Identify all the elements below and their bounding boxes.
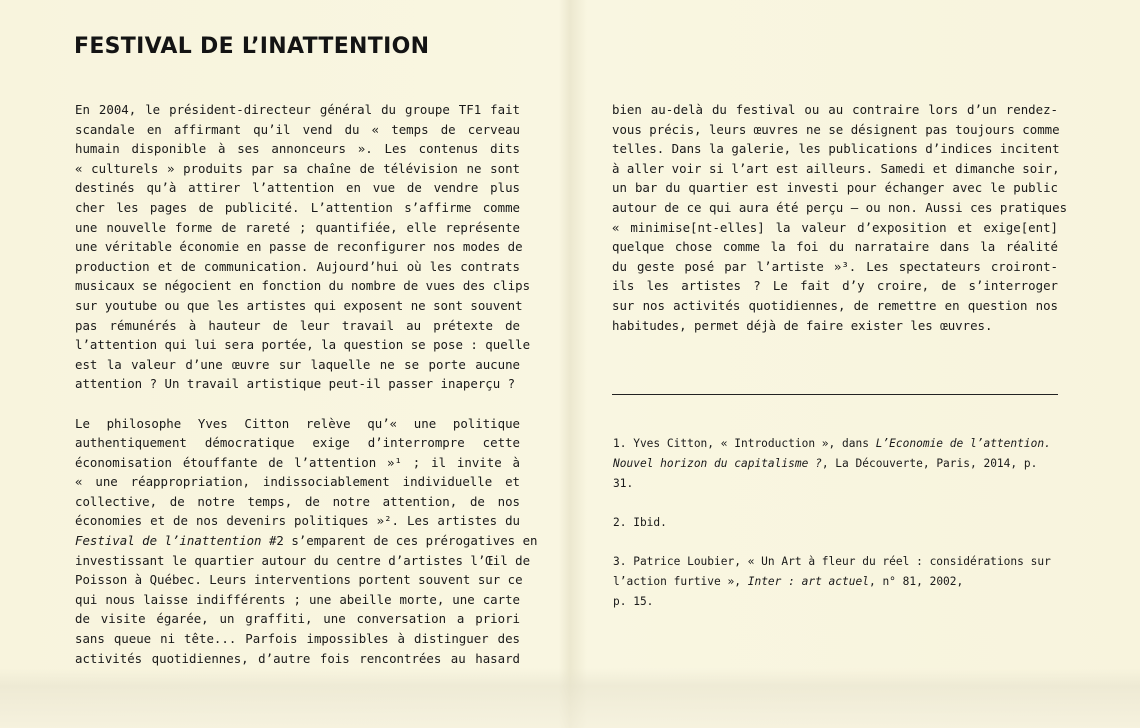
text-line: économies et de nos devenirs politiques »². Les artistes du: [75, 513, 520, 529]
text-line: destinés qu’à attirer l’attention en vue de vendre plus: [75, 180, 520, 196]
text-line: sans queue ni tête... Parfois impossibles à distinguer des: [75, 631, 520, 647]
text-line: telles. Dans la galerie, les publications d’indices incitent: [612, 141, 1060, 157]
text-line: à aller voir si l’art est ailleurs. Samedi et dimanche soir,: [612, 160, 1060, 176]
paragraph-1: [75, 100, 531, 394]
text-line: sur youtube ou que les artistes qui exposent ne sont souvent: [75, 297, 523, 313]
paragraph-2: [75, 414, 538, 669]
text-line: production et de communication. Aujourd’hui où les contrats: [75, 258, 520, 274]
text-line: économisation étouffante de l’attention »¹ ; il invite à: [75, 454, 520, 470]
text-fragment: #2 s’emparent de ces prérogatives en: [261, 533, 538, 549]
text-line: humain disponible à ses annonceurs ». Les contenus dits: [75, 141, 520, 157]
text-line: du geste posé par l’artiste »³. Les spectateurs croiront-: [612, 258, 1058, 274]
book-subtitle-italic: Nouvel horizon du capitalisme ?: [613, 457, 822, 470]
text-line: Le philosophe Yves Citton relève qu’« une politique: [75, 415, 520, 431]
text-line: ils les artistes ? Le fait d’y croire, de s’interroger: [612, 278, 1058, 294]
text-line: musicaux se négocient en fonction du nombre de vues des clips: [75, 278, 531, 294]
footnote-text: p. 15.: [613, 595, 654, 608]
footnote-divider: [612, 394, 1058, 395]
text-line: de visite égarée, un graffiti, une conversation a priori: [75, 611, 520, 627]
right-column: [612, 100, 1068, 335]
text-line: scandale en affirmant qu’il vend du « temps de cerveau: [75, 121, 520, 137]
text-line-with-italic-title: [75, 531, 538, 551]
footnote-text: 2. Ibid.: [613, 516, 667, 529]
text-line: « minimise[nt-elles] la valeur d’exposition et exige[ent]: [612, 219, 1058, 235]
text-line: « une réappropriation, indissociablement individuelle et: [75, 474, 520, 490]
footnote-1: [613, 434, 1059, 494]
text-line: En 2004, le président-directeur général du groupe TF1 fait: [75, 102, 520, 117]
text-line: vous précis, leurs œuvres ne se désignent pas toujours comme: [612, 121, 1060, 137]
footnotes: [613, 434, 1059, 631]
book-title-italic: L’Economie de l’attention.: [875, 437, 1051, 450]
footnote-2: [613, 513, 1059, 533]
footnote-3: [613, 552, 1059, 612]
text-line: activités quotidiennes, d’autre fois rencontrées au hasard: [75, 650, 520, 666]
left-column: [75, 100, 538, 668]
footnote-text: , La Découverte, Paris, 2014, p. 31.: [613, 457, 1038, 490]
festival-title-italic: Festival de l’inattention: [75, 533, 262, 549]
footnote-text: l’action furtive »,: [613, 575, 748, 588]
text-line: quelque chose comme la foi du narrataire dans la réalité: [612, 239, 1058, 255]
text-line: pas rémunérés à hauteur de leur travail au prétexte de: [75, 317, 520, 333]
text-line: attention ? Un travail artistique peut-il passer inaperçu ?: [75, 376, 516, 392]
text-line: une véritable économie en passe de reconfigurer nos modes de: [75, 239, 523, 255]
text-line: autour de ce qui aura été perçu – ou non. Aussi ces pratiques: [612, 199, 1068, 215]
text-line: qui nous laisse indifférents ; une abeille morte, une carte: [75, 591, 520, 607]
text-line: est la valeur d’une œuvre sur laquelle ne se porte aucune: [75, 356, 520, 372]
text-line: « culturels » produits par sa chaîne de télévision ne sont: [75, 160, 520, 176]
text-line: l’attention qui lui sera portée, la question se pose : quelle: [75, 337, 531, 353]
footnote-text: 3. Patrice Loubier, « Un Art à fleur du réel : considérations sur: [613, 555, 1051, 568]
journal-title-italic: Inter : art actuel: [747, 575, 869, 588]
paper-fold-shadow: [0, 668, 1140, 728]
footnote-text: 1. Yves Citton, « Introduction », dans: [613, 437, 876, 450]
text-line: une nouvelle forme de rareté ; quantifiée, elle représente: [75, 219, 520, 235]
page-title: FESTIVAL DE L’INATTENTION: [74, 34, 430, 59]
text-line: cher les pages de publicité. L’attention s’affirme comme: [75, 199, 520, 215]
text-line: Poisson à Québec. Leurs interventions portent souvent sur ce: [75, 572, 523, 588]
paragraph-3: [612, 100, 1068, 335]
text-line: un bar du quartier est investi pour échanger avec le public: [612, 180, 1058, 196]
text-line: collective, de notre temps, de notre attention, de nos: [75, 493, 520, 509]
text-line: habitudes, permet déjà de faire exister les œuvres.: [612, 317, 993, 333]
text-line: investissant le quartier autour du centre d’artistes l’Œil de: [75, 552, 531, 568]
text-line: authentiquement démocratique exige d’interrompre cette: [75, 435, 520, 451]
footnote-text: , n° 81, 2002,: [868, 575, 964, 588]
text-line: bien au-delà du festival ou au contraire lors d’un rendez-: [612, 102, 1058, 117]
text-line: sur nos activités quotidiennes, de remettre en question nos: [612, 297, 1058, 313]
